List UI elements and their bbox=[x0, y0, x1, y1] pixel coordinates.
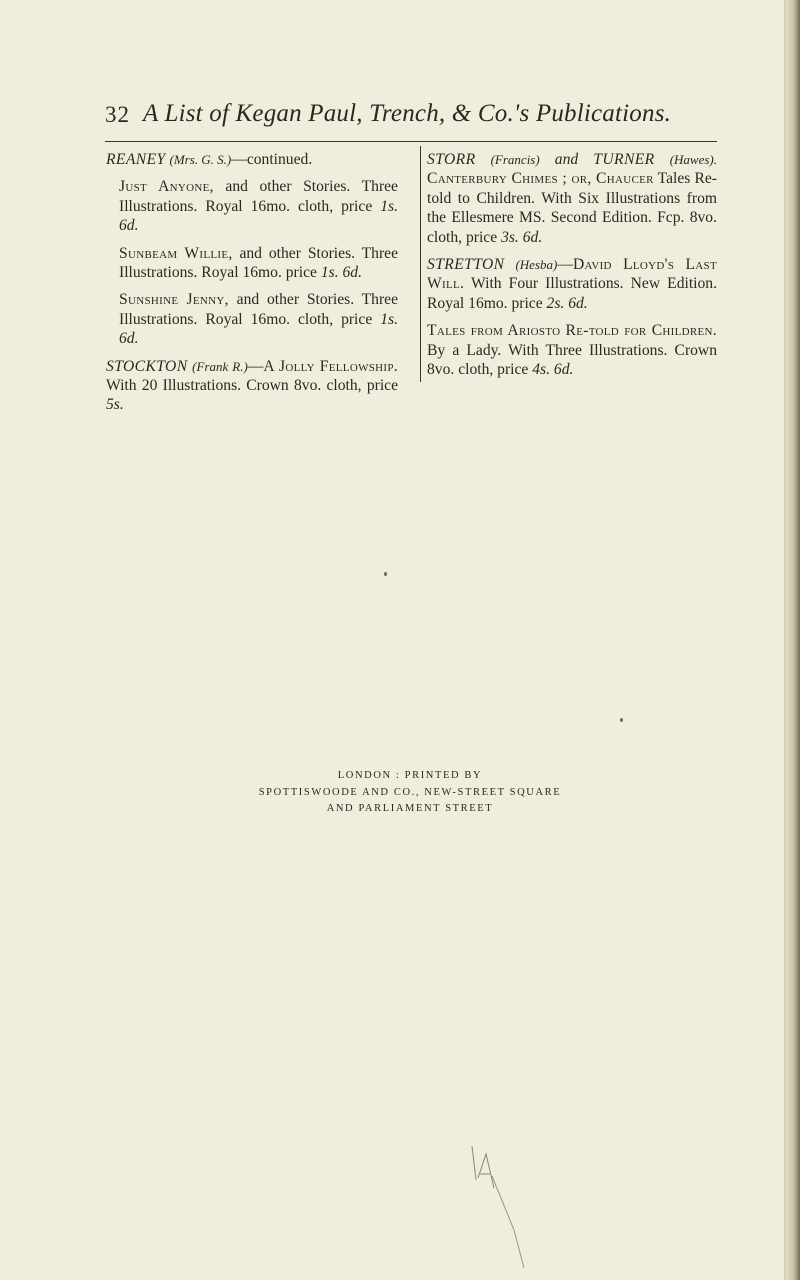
author-name: STRETTON bbox=[427, 256, 505, 274]
header-rule bbox=[105, 141, 717, 142]
book-title: Just Anyone, bbox=[119, 178, 214, 196]
book-title: Sunshine Jenny, bbox=[119, 291, 229, 309]
dash: — bbox=[247, 357, 264, 375]
book-price: 5s. bbox=[106, 396, 124, 414]
book-entry-sunbeam-willie bbox=[119, 244, 398, 283]
paper-speck bbox=[384, 572, 387, 576]
book-entry-david-lloyd bbox=[427, 255, 717, 313]
book-entry-canterbury-chimes bbox=[427, 150, 717, 247]
book-details: With 20 Illustrations. Crown 8vo. cloth, price bbox=[106, 377, 398, 395]
running-title: A List of Kegan Paul, Trench, & Co.'s Publications. bbox=[143, 100, 672, 127]
book-details: and other Stories. Three Illustrations. Royal 16mo. cloth, price bbox=[119, 291, 399, 328]
book-title: Tales from Ariosto Re-told for Children. bbox=[427, 322, 717, 340]
book-price: 1s. 6d. bbox=[119, 310, 398, 348]
book-title: Canterbury Chimes ; or, Chaucer bbox=[427, 170, 654, 188]
column-divider bbox=[420, 146, 421, 382]
book-details: By a Lady. With Three Illustrations. Crown 8vo. cloth, price bbox=[427, 341, 717, 379]
paper-speck bbox=[620, 718, 623, 722]
author-heading-reaney bbox=[106, 150, 398, 169]
imprint-line: AND PARLIAMENT STREET bbox=[326, 803, 494, 814]
author-note: (Francis) bbox=[490, 152, 540, 167]
pencil-mark bbox=[470, 1140, 530, 1270]
author-note: (Mrs. G. S.) bbox=[169, 152, 232, 167]
right-column bbox=[427, 150, 717, 387]
book-details: With Four Illustrations. New Edition. Royal 16mo. price bbox=[427, 275, 717, 312]
book-price: 1s. 6d. bbox=[320, 264, 362, 282]
author-note: (Hawes). bbox=[669, 152, 717, 167]
dash: — bbox=[557, 256, 573, 274]
author-name: STORR bbox=[427, 151, 476, 168]
page-edge-shadow bbox=[786, 0, 800, 1280]
printer-imprint bbox=[255, 768, 565, 818]
book-entry-just-anyone bbox=[119, 177, 398, 235]
book-details: and other Stories. Three Illustrations. Royal 16mo. cloth, price bbox=[119, 178, 398, 215]
continued-label: —continued. bbox=[231, 151, 313, 168]
left-column bbox=[106, 150, 398, 423]
book-price: 2s. 6d. bbox=[546, 294, 588, 312]
page-header bbox=[105, 100, 717, 134]
author-name: TURNER bbox=[593, 151, 655, 168]
book-entry-tales-ariosto bbox=[427, 321, 717, 379]
author-name: REANEY bbox=[106, 151, 166, 168]
book-price: 4s. 6d. bbox=[532, 361, 574, 379]
book-title: Sunbeam Willie, bbox=[119, 244, 233, 262]
book-price: 3s. 6d. bbox=[501, 228, 543, 246]
imprint-line: SPOTTISWOODE AND CO., NEW-STREET SQUARE bbox=[258, 786, 562, 798]
book-title: David Lloyd's Last Will. bbox=[427, 256, 717, 293]
book-details: and other Stories. Three Illustrations. Royal 16mo. price bbox=[119, 244, 399, 282]
book-details: Tales Re-told to Children. With Six Illustrations from the Ellesmere MS. Second Edition. Fcp. 8vo. cloth, price bbox=[427, 170, 717, 246]
author-note: (Hesba) bbox=[515, 257, 558, 273]
author-note: (Frank R.) bbox=[192, 358, 248, 374]
page-number: 32 bbox=[105, 102, 130, 127]
book-title: A Jolly Fellowship. bbox=[263, 357, 398, 375]
book-entry-jolly-fellowship bbox=[106, 357, 398, 415]
author-name: STOCKTON bbox=[106, 357, 188, 375]
book-price: 1s. 6d. bbox=[119, 197, 398, 235]
conjunction: and bbox=[554, 151, 579, 168]
imprint-line: LONDON : PRINTED BY bbox=[337, 770, 483, 781]
book-entry-sunshine-jenny bbox=[119, 290, 398, 348]
